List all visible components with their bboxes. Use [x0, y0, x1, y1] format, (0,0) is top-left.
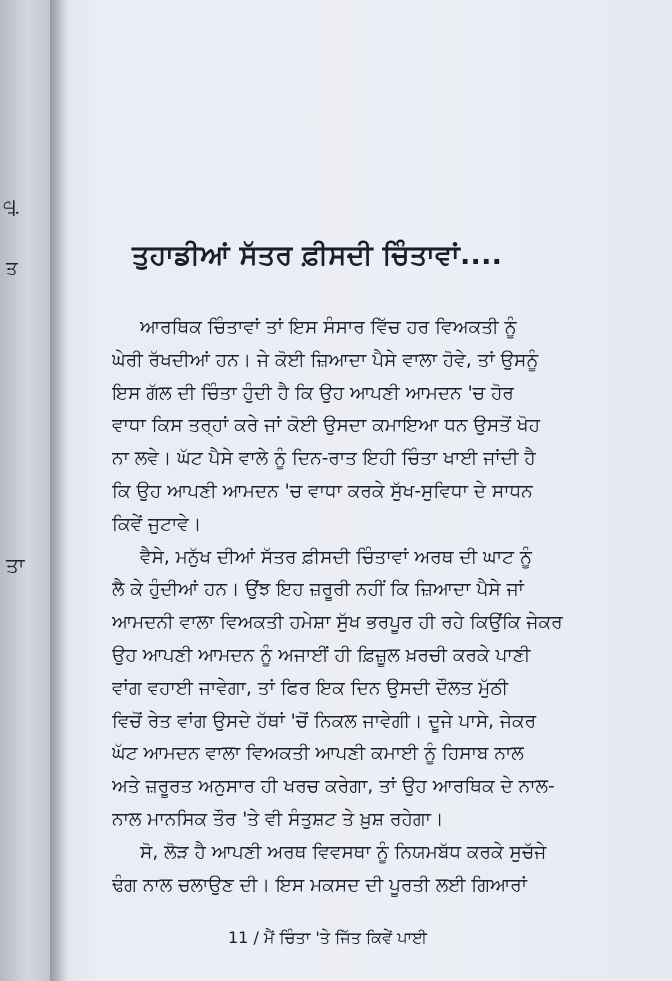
text-line: ਇਸ ਗੱਲ ਦੀ ਚਿੰਤਾ ਹੁੰਦੀ ਹੈ ਕਿ ਉਹ ਆਪਣੀ ਆਮਦਨ 'ਚ ਹੋਰ	[112, 382, 514, 404]
book-page	[50, 0, 672, 981]
text-line: ਲੈ ਕੇ ਹੁੰਦੀਆਂ ਹਨ। ਉਂਝ ਇਹ ਜ਼ਰੂਰੀ ਨਹੀਂ ਕਿ ਜ਼ਿਆਦਾ ਪੈਸੇ ਜਾਂ	[112, 579, 524, 601]
text-line: ਕਿਵੇਂ ਜੁਟਾਵੇ।	[112, 513, 202, 535]
chapter-title: ਤੁਹਾਡੀਆਂ ਸੱਤਰ ਫ਼ੀਸਦੀ ਚਿੰਤਾਵਾਂ....	[132, 240, 503, 271]
text-line: ਵਾਂਗ ਵਹਾਈ ਜਾਵੇਗਾ, ਤਾਂ ਫਿਰ ਇਕ ਦਿਨ ਉਸਦੀ ਦੌਲਤ ਮੁੱਠੀ	[112, 677, 509, 699]
text-line: ਉਹ ਆਪਣੀ ਆਮਦਨ ਨੂੰ ਅਜਾਈਂ ਹੀ ਫ਼ਿਜ਼ੂਲ ਖ਼ਰਚੀ ਕਰਕੇ ਪਾਣੀ	[112, 644, 531, 666]
page-footer: 11 / ਮੈਂ ਚਿੰਤਾ 'ਤੇ ਜਿੱਤ ਕਿਵੇਂ ਪਾਈ	[228, 928, 427, 947]
text-line: ਢੰਗ ਨਾਲ ਚਲਾਉਣ ਦੀ। ਇਸ ਮਕਸਦ ਦੀ ਪੂਰਤੀ ਲਈ ਗਿਆਰਾਂ	[112, 874, 527, 896]
text-line: ਆਰਥਿਕ ਚਿੰਤਾਵਾਂ ਤਾਂ ਇਸ ਸੰਸਾਰ ਵਿੱਚ ਹਰ ਵਿਅਕਤੀ ਨੂੰ	[140, 317, 517, 338]
previous-page-fragment: ਹਾਂ	[0, 200, 20, 216]
text-line: ਸੋ, ਲੋੜ ਹੈ ਆਪਣੀ ਅਰਥ ਵਿਵਸਥਾ ਨੂੰ ਨਿਯਮਬੱਧ ਕਰਕੇ ਸੁਚੱਜੇ	[140, 841, 547, 863]
text-line: ਅਤੇ ਜ਼ਰੂਰਤ ਅਨੁਸਾਰ ਹੀ ਖਰਚ ਕਰੇਗਾ, ਤਾਂ ਉਹ ਆਰਥਿਕ ਦੇ ਨਾਲ-	[112, 776, 555, 798]
text-line: ਵਿਚੋਂ ਰੇਤ ਵਾਂਗ ਉਸਦੇ ਹੱਥਾਂ 'ਚੋਂ ਨਿਕਲ ਜਾਵੇਗੀ। ਦੂਜੇ ਪਾਸੇ, ਜੇਕਰ	[112, 710, 537, 732]
text-line: ਨਾ ਲਵੇ। ਘੱਟ ਪੈਸੇ ਵਾਲੇ ਨੂੰ ਦਿਨ-ਰਾਤ ਇਹੀ ਚਿੰਤਾ ਖਾਈ ਜਾਂਦੀ ਹੈ	[112, 448, 536, 470]
text-line: ਕਿ ਉਹ ਆਪਣੀ ਆਮਦਨ 'ਚ ਵਾਧਾ ਕਰਕੇ ਸੁੱਖ-ਸੁਵਿਧਾ ਦੇ ਸਾਧਨ	[112, 480, 533, 502]
previous-page-edge	[0, 0, 51, 981]
body-text	[112, 312, 610, 902]
text-line: ਵੈਸੇ, ਮਨੁੱਖ ਦੀਆਂ ਸੱਤਰ ਫ਼ੀਸਦੀ ਚਿੰਤਾਵਾਂ ਅਰਥ ਦੀ ਘਾਟ ਨੂੰ	[140, 546, 532, 568]
text-line: ਘੇਰੀ ਰੱਖਦੀਆਂ ਹਨ। ਜੇ ਕੋਈ ਜ਼ਿਆਦਾ ਪੈਸੇ ਵਾਲਾ ਹੋਵੇ, ਤਾਂ ਉਸਨੂੰ	[112, 349, 539, 371]
text-line: ਨਾਲ ਮਾਨਸਿਕ ਤੌਰ 'ਤੇ ਵੀ ਸੰਤੁਸ਼ਟ ਤੇ ਖ਼ੁਸ਼ ਰਹੇਗਾ।	[112, 808, 444, 830]
text-line: ਵਾਧਾ ਕਿਸ ਤਰ੍ਹਾਂ ਕਰੇ ਜਾਂ ਕੋਈ ਉਸਦਾ ਕਮਾਇਆ ਧਨ ਉਸਤੋਂ ਖੋਹ	[112, 415, 540, 437]
previous-page-fragment: ਤ	[6, 258, 18, 279]
previous-page-fragment: ਤਾ	[6, 553, 25, 577]
text-line: ਆਮਦਨੀ ਵਾਲਾ ਵਿਅਕਤੀ ਹਮੇਸ਼ਾ ਸੁੱਖ ਭਰਪੂਰ ਹੀ ਰਹੇ ਕਿਉਂਕਿ ਜੇਕਰ	[112, 612, 563, 634]
text-line: ਘੱਟ ਆਮਦਨ ਵਾਲਾ ਵਿਅਕਤੀ ਆਪਣੀ ਕਮਾਈ ਨੂੰ ਹਿਸਾਬ ਨਾਲ	[112, 743, 524, 765]
gutter-shadow	[50, 0, 68, 981]
